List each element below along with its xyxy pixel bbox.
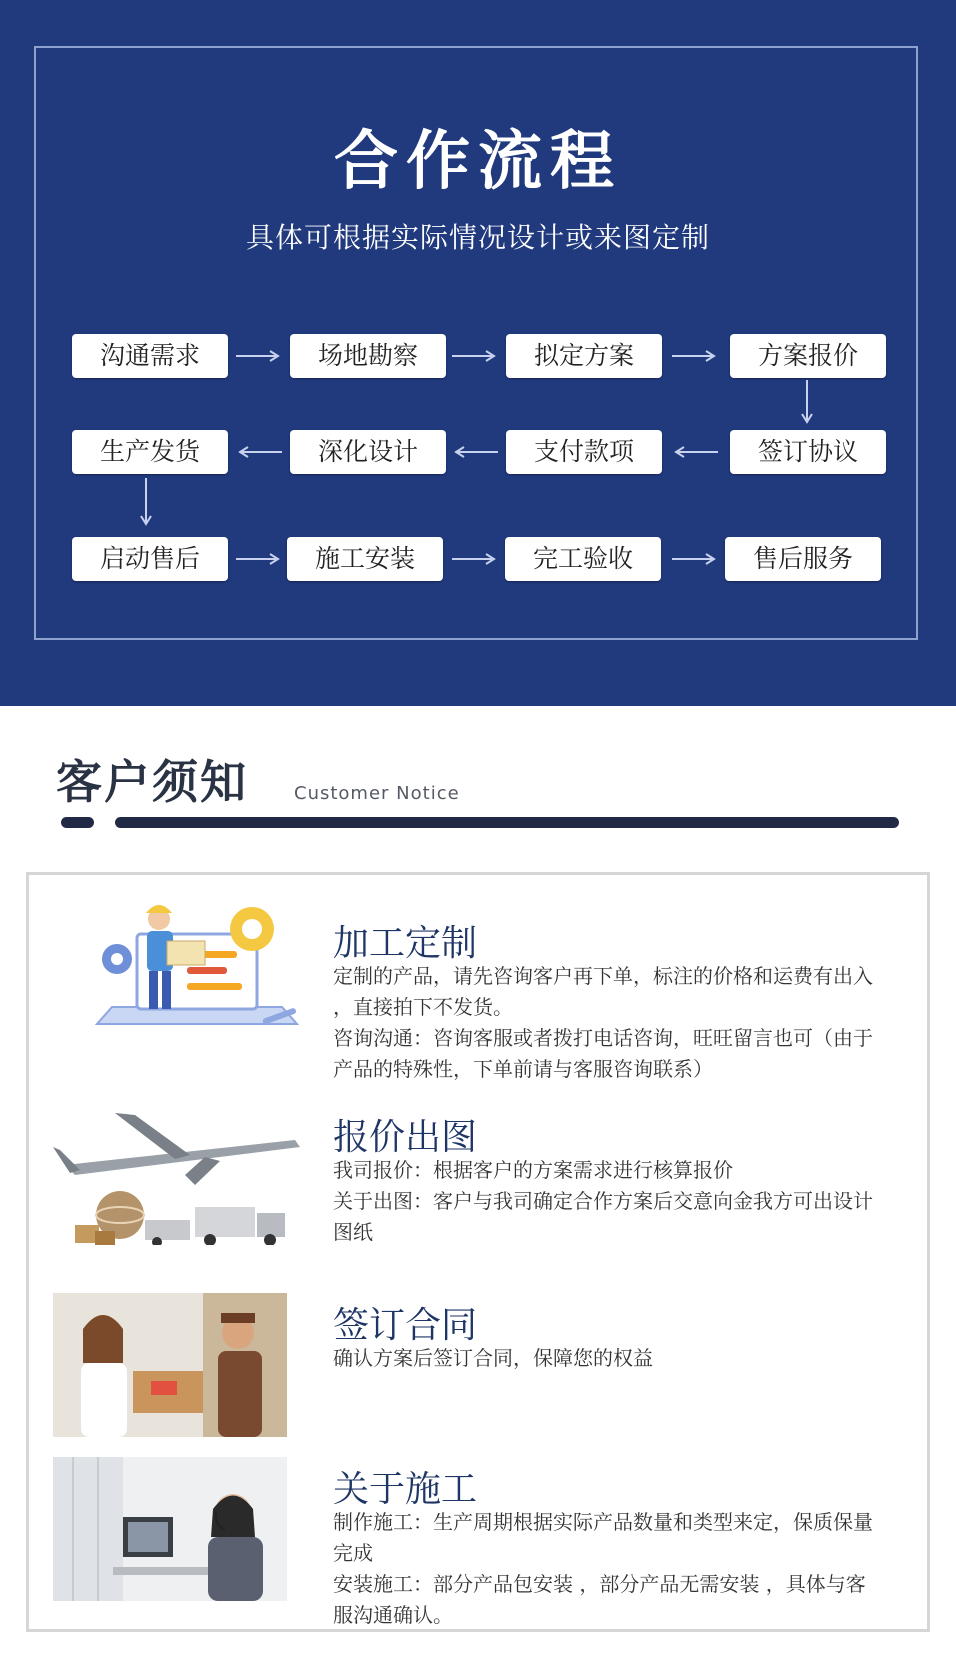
notice-item-title: 加工定制 bbox=[333, 923, 478, 964]
arrow-right-icon bbox=[452, 348, 498, 364]
step-start-after-sales: 启动售后 bbox=[72, 537, 228, 581]
arrow-right-icon bbox=[236, 551, 282, 567]
airplane-logistics-icon bbox=[45, 1095, 315, 1245]
notice-item-text: 关于出图：客户与我司确定合作方案后交意向金我方可出设计 bbox=[333, 1189, 873, 1213]
notice-item-text: 咨询沟通：咨询客服或者拨打电话咨询，旺旺留言也可（由于 bbox=[333, 1026, 873, 1050]
step-payment: 支付款项 bbox=[506, 430, 662, 474]
notice-item-text: 确认方案后签订合同，保障您的权益 bbox=[333, 1346, 653, 1370]
notice-item-text: 制作施工：生产周期根据实际产品数量和类型来定，保质保量 bbox=[333, 1510, 873, 1534]
process-subtitle: 具体可根据实际情况设计或来图定制 bbox=[245, 221, 710, 254]
notice-item-title: 关于施工 bbox=[333, 1469, 478, 1510]
step-production-shipping: 生产发货 bbox=[72, 430, 228, 474]
step-draft-plan: 拟定方案 bbox=[506, 334, 662, 378]
divider-bar bbox=[115, 817, 899, 828]
notice-item-text: 产品的特殊性，下单前请与客服咨询联系） bbox=[333, 1057, 713, 1081]
notice-item-text: 图纸 bbox=[333, 1220, 373, 1244]
notice-subtitle: Customer Notice bbox=[294, 783, 460, 804]
arrow-left-icon bbox=[452, 444, 498, 460]
step-completion-acceptance: 完工验收 bbox=[505, 537, 661, 581]
notice-card bbox=[26, 872, 930, 1632]
notice-item-text: 定制的产品，请先咨询客户再下单，标注的价格和运费有出入 bbox=[333, 964, 873, 988]
arrow-right-icon bbox=[672, 551, 718, 567]
notice-item-title: 报价出图 bbox=[333, 1117, 478, 1158]
notice-item-text: 完成 bbox=[333, 1541, 373, 1565]
arrow-down-icon bbox=[799, 380, 815, 426]
step-detailed-design: 深化设计 bbox=[290, 430, 446, 474]
step-after-sales-service: 售后服务 bbox=[725, 537, 881, 581]
step-site-survey: 场地勘察 bbox=[290, 334, 446, 378]
arrow-left-icon bbox=[236, 444, 282, 460]
arrow-right-icon bbox=[236, 348, 282, 364]
notice-item-text: 服沟通确认。 bbox=[333, 1603, 453, 1627]
notice-item-text: 安装施工：部分产品包安装 ，部分产品无需安装 ，具体与客 bbox=[333, 1572, 866, 1596]
step-sign-agreement: 签订协议 bbox=[730, 430, 886, 474]
customer-service-icon bbox=[53, 1457, 287, 1601]
notice-title: 客户须知 bbox=[56, 755, 248, 809]
process-title: 合作流程 bbox=[334, 125, 622, 199]
arrow-right-icon bbox=[452, 551, 498, 567]
process-banner bbox=[0, 0, 956, 706]
arrow-left-icon bbox=[672, 444, 718, 460]
step-quotation: 方案报价 bbox=[730, 334, 886, 378]
delivery-handover-icon bbox=[53, 1293, 287, 1437]
step-communicate-needs: 沟通需求 bbox=[72, 334, 228, 378]
divider-dot bbox=[61, 817, 94, 828]
step-installation: 施工安装 bbox=[287, 537, 443, 581]
worker-laptop-icon bbox=[77, 889, 317, 1039]
notice-item-text: 我司报价：根据客户的方案需求进行核算报价 bbox=[333, 1158, 733, 1182]
notice-item-text: ，直接拍下不发货。 bbox=[333, 995, 513, 1019]
arrow-right-icon bbox=[672, 348, 718, 364]
notice-item-title: 签订合同 bbox=[333, 1305, 478, 1346]
arrow-down-icon bbox=[138, 478, 154, 528]
